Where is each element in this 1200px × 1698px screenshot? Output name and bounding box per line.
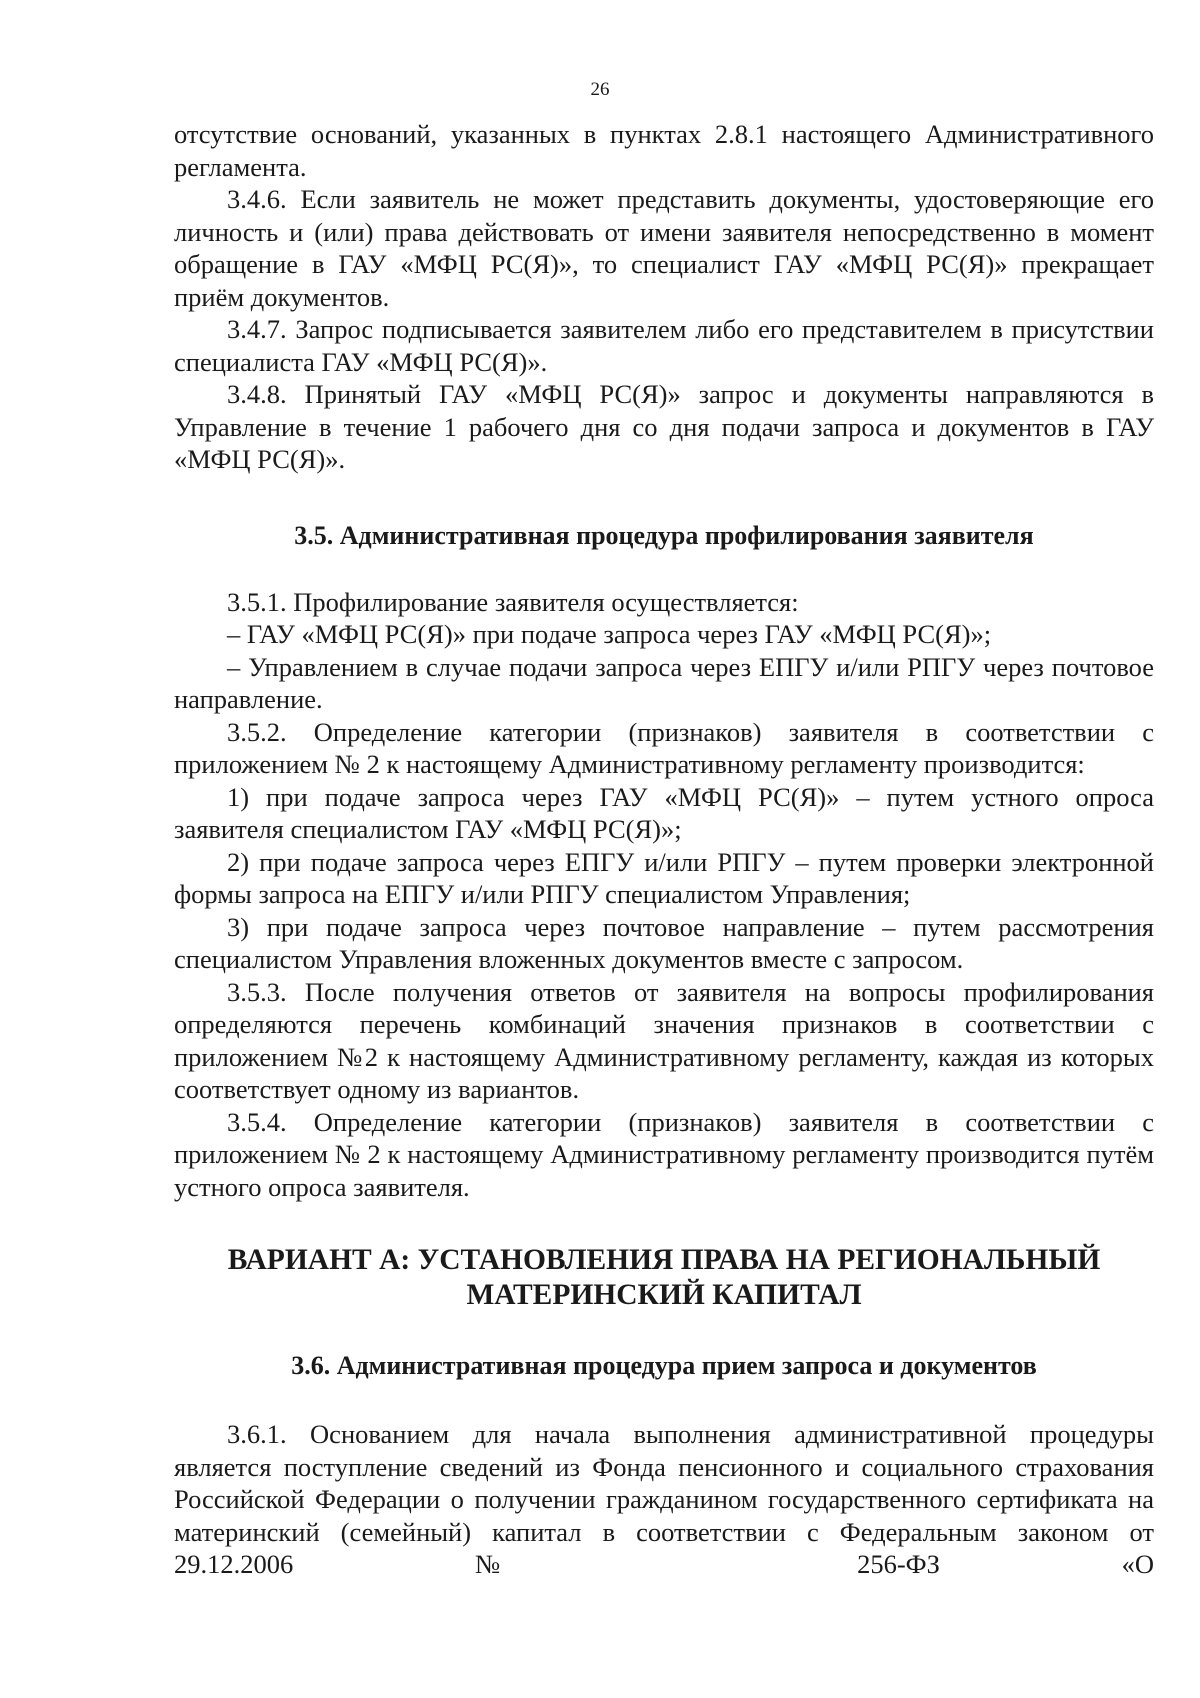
variant-heading <box>174 1243 1154 1313</box>
paragraph-3-5-4: 3.5.4. Определение категории (признаков) заявителя в соответствии с приложением № 2 к настоящему Административному регламенту производится путём устного опроса заявителя. <box>174 1106 1154 1202</box>
variant-heading-line-2: МАТЕРИНСКИЙ КАПИТАЛ <box>466 1279 862 1311</box>
list-item-1: 1) при подаче запроса через ГАУ «МФЦ РС(Я)» – путем устного опроса заявителя специалистом ГАУ «МФЦ РС(Я)»; <box>174 781 1154 844</box>
list-item-3: 3) при подаче запроса через почтовое направление – путем рассмотрения специалистом Управления вложенных документов вместе с запросом. <box>174 911 1154 974</box>
paragraph-3-6-1: 3.6.1. Основанием для начала выполнения административной процедуры является поступление сведений из Фонда пенсионного и социального страхования Российской Федерации о получении гражданином государственного сертификата на материнский (семейный) капитал в соответствии с Федеральным законом от 29.12.2006 № 256-ФЗ «О <box>174 1419 1154 1579</box>
paragraph-3-5-3: 3.5.3. После получения ответов от заявителя на вопросы профилирования определяются перечень комбинаций значения признаков в соответствии с приложением №2 к настоящему Административному регламенту, каждая из которых соответствует одному из вариантов. <box>174 976 1154 1104</box>
section-heading-3-6: 3.6. Административная процедура прием запроса и документов <box>291 1351 1037 1380</box>
document-body <box>174 118 1154 1581</box>
paragraph-3-4-6: 3.4.6. Если заявитель не может представить документы, удостоверяющие его личность и (или) права действовать от имени заявителя непосредственно в момент обращение в ГАУ «МФЦ РС(Я)», то специалист ГАУ «МФЦ РС(Я)» прекращает приём документов. <box>174 184 1154 312</box>
paragraph-3-4-8: 3.4.8. Принятый ГАУ «МФЦ РС(Я)» запрос и документы направляются в Управление в течение 1 рабочего дня со дня подачи запроса и документов в ГАУ «МФЦ РС(Я)». <box>174 379 1154 474</box>
paragraph-3-5-2: 3.5.2. Определение категории (признаков) заявителя в соответствии с приложением № 2 к настоящему Административному регламенту производится: <box>174 716 1154 779</box>
page-number: 26 <box>590 79 610 100</box>
section-heading-3-5: 3.5. Административная процедура профилирования заявителя <box>294 520 1034 550</box>
paragraph-3-4-7: 3.4.7. Запрос подписывается заявителем либо его представителем в присутствии специалиста ГАУ «МФЦ РС(Я)». <box>174 314 1154 377</box>
list-item-upravlenie: – Управлением в случае подачи запроса через ЕПГУ и/или РПГУ через почтовое направление. <box>174 651 1154 714</box>
variant-heading-line-1: ВАРИАНТ А: УСТАНОВЛЕНИЯ ПРАВА НА РЕГИОНАЛЬНЫЙ <box>227 1244 1101 1276</box>
list-item-mfc: – ГАУ «МФЦ РС(Я)» при подаче запроса через ГАУ «МФЦ РС(Я)»; <box>227 619 992 649</box>
paragraph-continuation: отсутствие оснований, указанных в пунктах 2.8.1 настоящего Административного регламента. <box>174 119 1154 182</box>
list-item-2: 2) при подаче запроса через ЕПГУ и/или РПГУ – путем проверки электронной формы запроса на ЕПГУ и/или РПГУ специалистом Управления; <box>174 846 1154 909</box>
paragraph-3-5-1: 3.5.1. Профилирование заявителя осуществляется: <box>227 586 799 617</box>
